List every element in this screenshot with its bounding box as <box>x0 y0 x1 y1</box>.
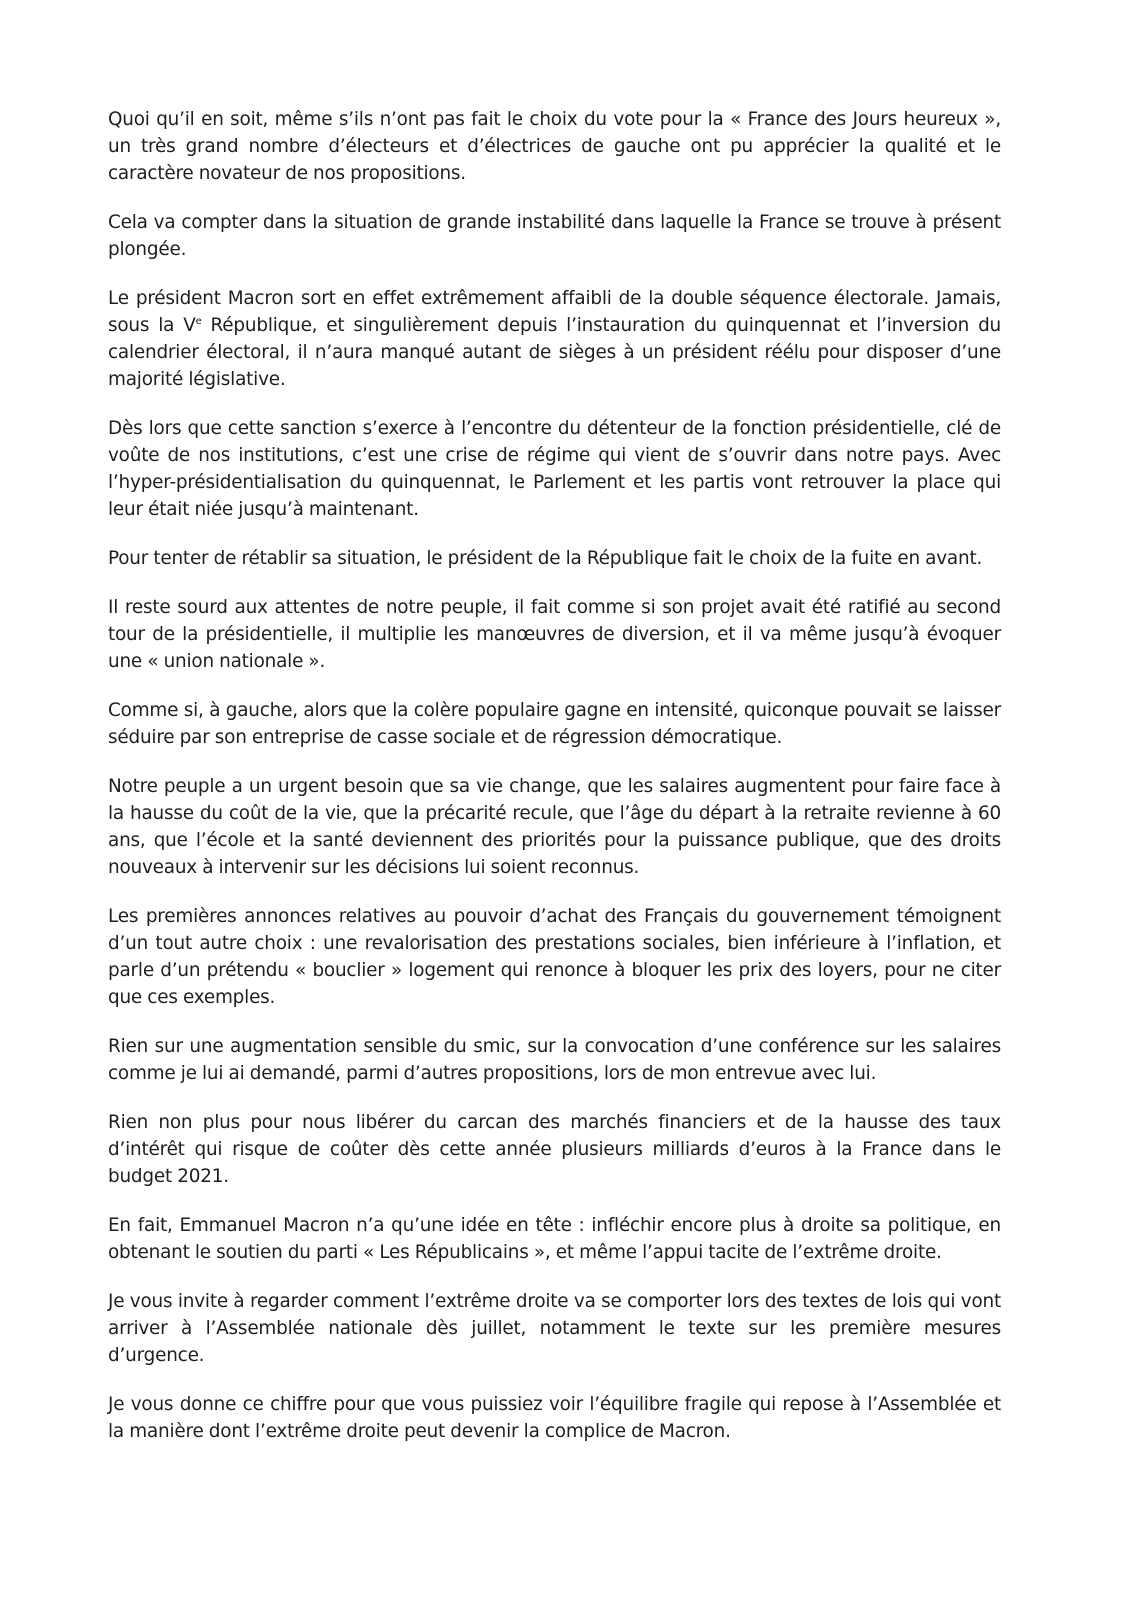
paragraph-9: Les premières annonces relatives au pouvoir d’achat des Français du gouvernement témoignent d’un tout autre choix : une revalorisation des prestations sociales, bien inférieure à l’inflation, et parle d’un prétendu « bouclier » logement qui renonce à bloquer les prix des loyers, pour ne citer que ces exemples. <box>108 906 1001 1008</box>
paragraph-10: Rien sur une augmentation sensible du smic, sur la convocation d’une conférence sur les salaires comme je lui ai demandé, parmi d’autres propositions, lors de mon entrevue avec lui. <box>108 1036 1001 1084</box>
paragraph-12: En fait, Emmanuel Macron n’a qu’une idée en tête : infléchir encore plus à droite sa politique, en obtenant le soutien du parti « Les Républicains », et même l’appui tacite de l’extrême droite. <box>108 1215 1001 1263</box>
paragraph-6: Il reste sourd aux attentes de notre peuple, il fait comme si son projet avait été ratifié au second tour de la présidentielle, il multiplie les manœuvres de diversion, et il va même jusqu’à évoquer une « union nationale ». <box>108 597 1001 672</box>
document-body <box>108 106 1001 1445</box>
paragraph-14: Je vous donne ce chiffre pour que vous puissiez voir l’équilibre fragile qui repose à l’Assemblée et la manière dont l’extrême droite peut devenir la complice de Macron. <box>108 1394 1001 1442</box>
paragraph-3-text-end: République, et singulièrement depuis l’instauration du quinquennat et l’inversion du calendrier électoral, il n’aura manqué autant de sièges à un président réélu pour disposer d’une majorité législative. <box>108 315 1001 390</box>
ordinal-superscript: e <box>195 315 202 327</box>
paragraph-3 <box>108 285 1001 393</box>
paragraph-1: Quoi qu’il en soit, même s’ils n’ont pas fait le choix du vote pour la « France des Jours heureux », un très grand nombre d’électeurs et d’électrices de gauche ont pu apprécier la qualité et le caractère novateur de nos propositions. <box>108 109 1001 184</box>
paragraph-2: Cela va compter dans la situation de grande instabilité dans laquelle la France se trouve à présent plongée. <box>108 212 1001 260</box>
paragraph-7: Comme si, à gauche, alors que la colère populaire gagne en intensité, quiconque pouvait se laisser séduire par son entreprise de casse sociale et de régression démocratique. <box>108 700 1001 748</box>
paragraph-5: Pour tenter de rétablir sa situation, le président de la République fait le choix de la fuite en avant. <box>108 548 983 569</box>
paragraph-8: Notre peuple a un urgent besoin que sa vie change, que les salaires augmentent pour faire face à la hausse du coût de la vie, que la précarité recule, que l’âge du départ à la retraite revienne à 60 ans, que l’école et la santé deviennent des priorités pour la puissance publique, que des droits nouveaux à intervenir sur les décisions lui soient reconnus. <box>108 776 1001 878</box>
paragraph-3-text-start: Le président Macron sort en effet extrêmement affaibli de la double séquence électorale. Jamais, sous la V <box>108 288 1001 336</box>
paragraph-11: Rien non plus pour nous libérer du carcan des marchés financiers et de la hausse des taux d’intérêt qui risque de coûter dès cette année plusieurs milliards d’euros à la France dans le budget 2021. <box>108 1112 1001 1187</box>
paragraph-13: Je vous invite à regarder comment l’extrême droite va se comporter lors des textes de lois qui vont arriver à l’Assemblée nationale dès juillet, notamment le texte sur les première mesures d’urgence. <box>108 1291 1001 1366</box>
paragraph-4: Dès lors que cette sanction s’exerce à l’encontre du détenteur de la fonction présidentielle, clé de voûte de nos institutions, c’est une crise de régime qui vient de s’ouvrir dans notre pays. Avec l’hyper-présidentialisation du quinquennat, le Parlement et les partis vont retrouver la place qui leur était niée jusqu’à maintenant. <box>108 418 1001 520</box>
